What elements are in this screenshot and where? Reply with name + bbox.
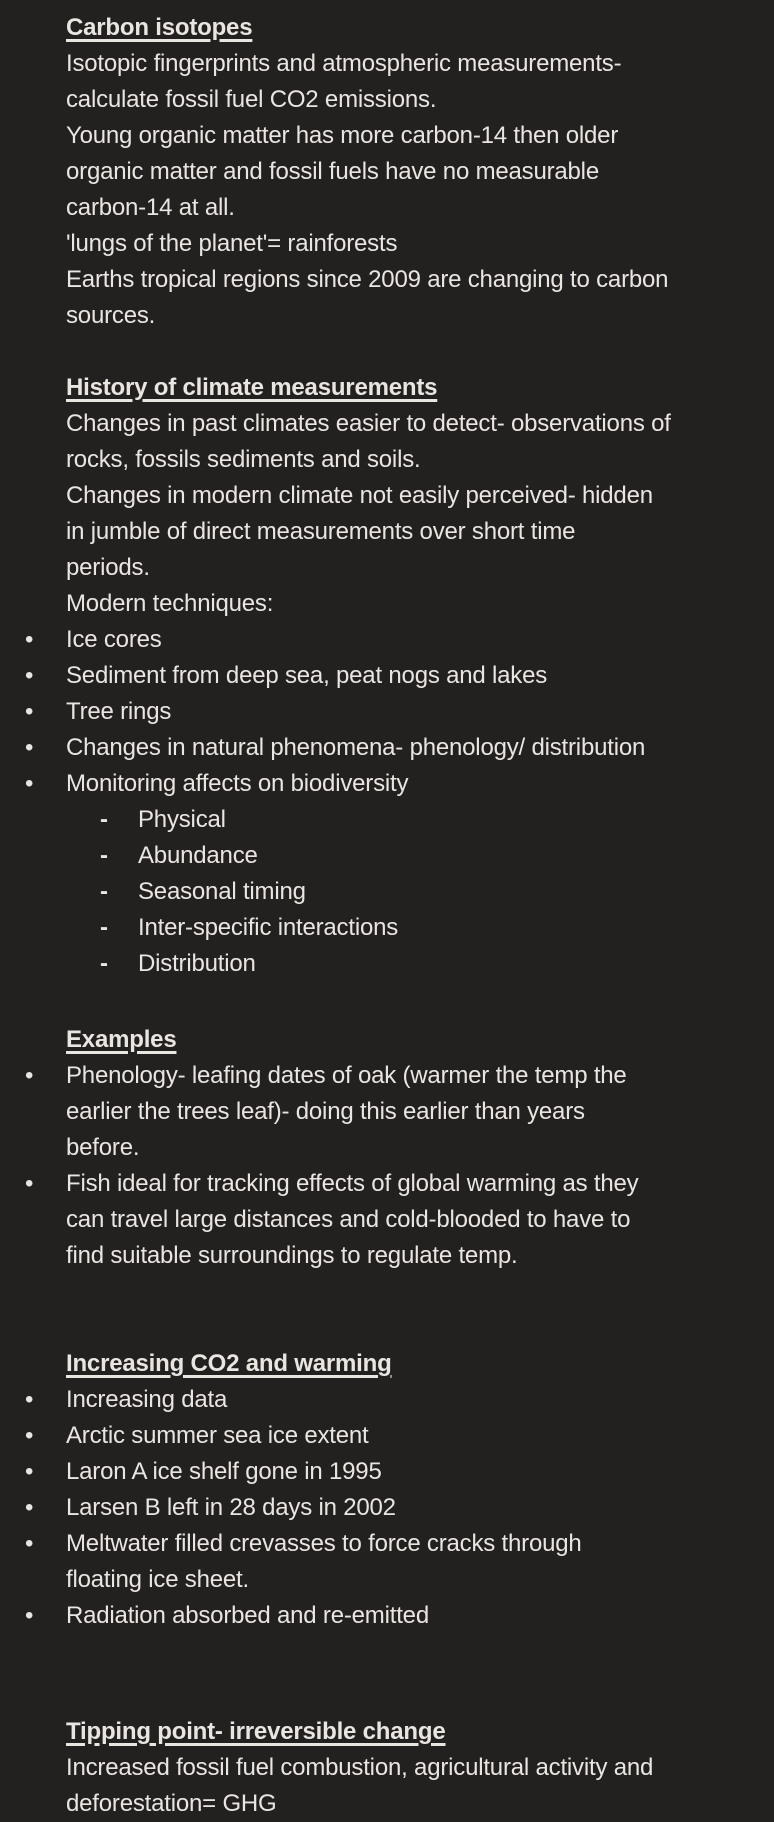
paragraph-line: carbon-14 at all. bbox=[66, 194, 235, 221]
paragraph-line: Isotopic fingerprints and atmospheric measurements- bbox=[66, 50, 622, 77]
paragraph-line: sources. bbox=[66, 302, 156, 329]
bullet-item bbox=[0, 1598, 774, 1634]
dash-item-label: Seasonal timing bbox=[138, 878, 306, 905]
paragraph bbox=[66, 46, 774, 118]
bullet-item bbox=[0, 1418, 774, 1454]
section-tipping-point bbox=[0, 1714, 774, 1822]
bullet-line: earlier the trees leaf)- doing this earlier than years bbox=[66, 1098, 585, 1125]
bullet-item bbox=[0, 1454, 774, 1490]
bullet-line: Fish ideal for tracking effects of global warming as they bbox=[66, 1170, 639, 1197]
section-heading-text: Tipping point- irreversible change bbox=[66, 1718, 446, 1745]
paragraph-line: Changes in past climates easier to detect- observations of bbox=[66, 410, 671, 437]
section-increasing-co2-and-warming bbox=[0, 1346, 774, 1634]
paragraph-line: Earths tropical regions since 2009 are changing to carbon bbox=[66, 266, 669, 293]
bullet-line: Increasing data bbox=[66, 1386, 228, 1413]
section-heading bbox=[66, 370, 774, 406]
bullet-line: Larsen B left in 28 days in 2002 bbox=[66, 1494, 396, 1521]
section-history-of-climate-measurements bbox=[0, 370, 774, 982]
bullet-marker: • bbox=[25, 626, 34, 653]
bullet-marker: • bbox=[25, 1062, 34, 1089]
bullet-item bbox=[0, 1490, 774, 1526]
paragraph bbox=[66, 1750, 774, 1822]
section-heading bbox=[66, 1022, 774, 1058]
bullet-marker: • bbox=[25, 1422, 34, 1449]
bullet-line: Ice cores bbox=[66, 626, 162, 653]
paragraph-line: Increased fossil fuel combustion, agricultural activity and bbox=[66, 1754, 654, 1781]
paragraph-line: rocks, fossils sediments and soils. bbox=[66, 446, 421, 473]
paragraph-line: deforestation= GHG bbox=[66, 1790, 277, 1817]
section-spacer bbox=[0, 334, 774, 370]
bullet-marker: • bbox=[25, 1386, 34, 1413]
bullet-line: before. bbox=[66, 1134, 140, 1161]
paragraph-line: 'lungs of the planet'= rainforests bbox=[66, 230, 398, 257]
bullet-line: find suitable surroundings to regulate temp. bbox=[66, 1242, 518, 1269]
dash-item bbox=[0, 910, 774, 946]
paragraph-line: periods. bbox=[66, 554, 150, 581]
bullet-marker: • bbox=[25, 698, 34, 725]
dash-item-label: Inter-specific interactions bbox=[138, 914, 399, 941]
paragraph-line: Modern techniques: bbox=[66, 590, 274, 617]
dash-marker: - bbox=[100, 806, 108, 833]
dash-item bbox=[0, 802, 774, 838]
paragraph bbox=[66, 478, 774, 586]
bullet-marker: • bbox=[25, 734, 34, 761]
bullet-line: Tree rings bbox=[66, 698, 172, 725]
paragraph bbox=[66, 586, 774, 622]
bullet-item bbox=[0, 658, 774, 694]
bullet-line: can travel large distances and cold-blooded to have to bbox=[66, 1206, 631, 1233]
dash-item bbox=[0, 946, 774, 982]
section-heading-text: Carbon isotopes bbox=[66, 14, 253, 41]
paragraph bbox=[66, 118, 774, 226]
bullet-marker: • bbox=[25, 1458, 34, 1485]
bullet-item bbox=[0, 1058, 774, 1166]
paragraph-line: calculate fossil fuel CO2 emissions. bbox=[66, 86, 437, 113]
dash-marker: - bbox=[100, 914, 108, 941]
bullet-line: floating ice sheet. bbox=[66, 1566, 249, 1593]
section-heading-text: Increasing CO2 and warming bbox=[66, 1350, 392, 1377]
paragraph-line: organic matter and fossil fuels have no measurable bbox=[66, 158, 599, 185]
section-spacer bbox=[0, 1634, 774, 1714]
bullet-item bbox=[0, 622, 774, 658]
bullet-item bbox=[0, 766, 774, 802]
bullet-marker: • bbox=[25, 770, 34, 797]
section-heading-text: History of climate measurements bbox=[66, 374, 438, 401]
section-carbon-isotopes bbox=[0, 10, 774, 334]
section-heading bbox=[66, 10, 774, 46]
dash-item bbox=[0, 874, 774, 910]
bullet-line: Radiation absorbed and re-emitted bbox=[66, 1602, 429, 1629]
dash-item-label: Abundance bbox=[138, 842, 258, 869]
paragraph bbox=[66, 262, 774, 334]
dash-item-label: Physical bbox=[138, 806, 226, 833]
paragraph-line: in jumble of direct measurements over short time bbox=[66, 518, 576, 545]
bullet-marker: • bbox=[25, 1602, 34, 1629]
bullet-item bbox=[0, 730, 774, 766]
bullet-line: Sediment from deep sea, peat nogs and lakes bbox=[66, 662, 548, 689]
paragraph bbox=[66, 406, 774, 478]
dash-item-label: Distribution bbox=[138, 950, 256, 977]
section-heading bbox=[66, 1346, 774, 1382]
bullet-item bbox=[0, 694, 774, 730]
bullet-marker: • bbox=[25, 1530, 34, 1557]
bullet-item bbox=[0, 1166, 774, 1274]
section-spacer bbox=[0, 982, 774, 1022]
bullet-line: Phenology- leafing dates of oak (warmer the temp the bbox=[66, 1062, 627, 1089]
bullet-line: Arctic summer sea ice extent bbox=[66, 1422, 369, 1449]
paragraph-line: Young organic matter has more carbon-14 then older bbox=[66, 122, 619, 149]
paragraph-line: Changes in modern climate not easily perceived- hidden bbox=[66, 482, 653, 509]
section-heading-text: Examples bbox=[66, 1026, 177, 1053]
dash-marker: - bbox=[100, 950, 108, 977]
section-heading bbox=[66, 1714, 774, 1750]
section-examples bbox=[0, 1022, 774, 1274]
dash-marker: - bbox=[100, 878, 108, 905]
paragraph bbox=[66, 226, 774, 262]
bullet-marker: • bbox=[25, 1170, 34, 1197]
dash-marker: - bbox=[100, 842, 108, 869]
bullet-marker: • bbox=[25, 1494, 34, 1521]
dash-item bbox=[0, 838, 774, 874]
section-spacer bbox=[0, 1274, 774, 1346]
bullet-marker: • bbox=[25, 662, 34, 689]
bullet-line: Changes in natural phenomena- phenology/ distribution bbox=[66, 734, 646, 761]
bullet-line: Monitoring affects on biodiversity bbox=[66, 770, 409, 797]
bullet-line: Meltwater filled crevasses to force cracks through bbox=[66, 1530, 582, 1557]
bullet-line: Laron A ice shelf gone in 1995 bbox=[66, 1458, 382, 1485]
bullet-item bbox=[0, 1382, 774, 1418]
bullet-item bbox=[0, 1526, 774, 1598]
